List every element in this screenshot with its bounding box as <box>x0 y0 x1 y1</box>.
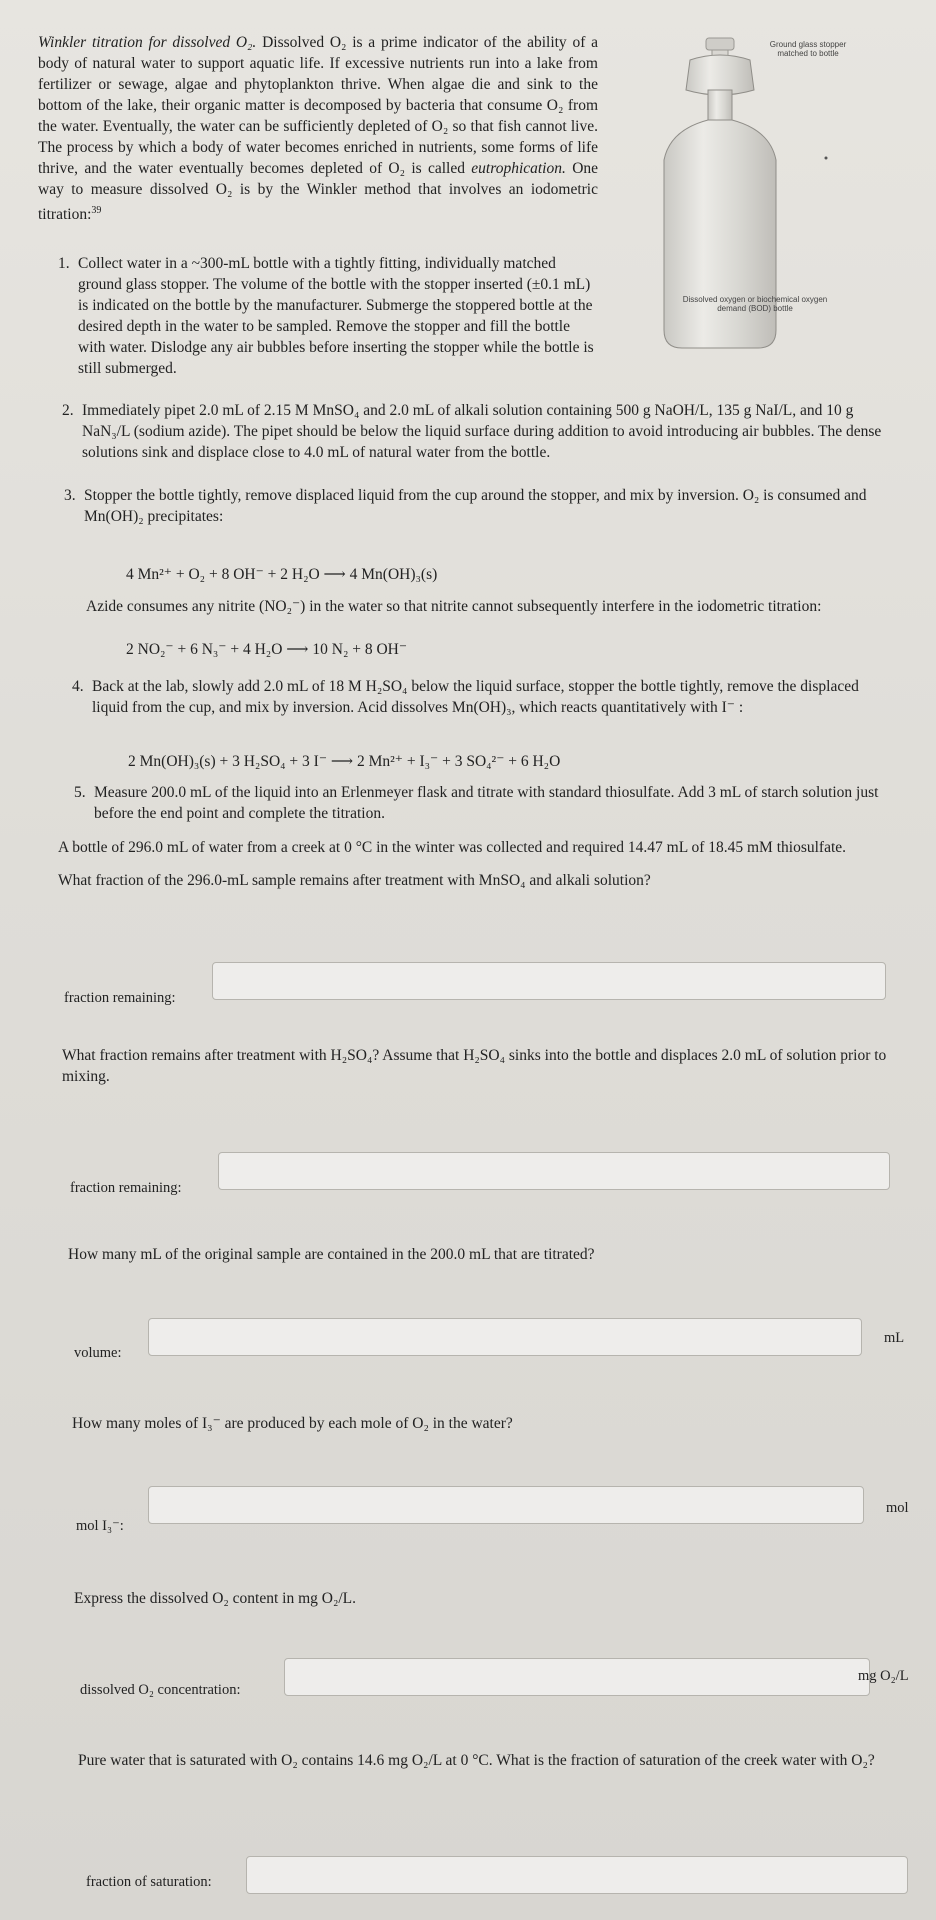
step-number: 1. <box>58 255 70 272</box>
step-2 <box>62 400 902 463</box>
question-2-prompt: What fraction remains after treatment with H₂SO₄? Assume that H₂SO₄ sinks into the bottle and displaces 2.0 mL of solution prior to mixing. <box>62 1047 887 1085</box>
question-6-label: fraction of saturation: <box>86 1874 212 1890</box>
question-5-prompt: Express the dissolved O₂ content in mg O₂/L. <box>74 1590 357 1607</box>
problem-statement: A bottle of 296.0 mL of water from a creek at 0 °C in the winter was collected and required 14.47 mL of 18.45 mM thiosulfate. <box>58 839 847 856</box>
step-text: Back at the lab, slowly add 2.0 mL of 18 M H₂SO₄ below the liquid surface, stopper the bottle tightly, remove the displaced liquid from the cup, and mix by inversion. Acid dissolves Mn(OH)₃, which reacts quantitatively with I⁻ : <box>92 678 859 716</box>
question-3-label: volume: <box>74 1345 122 1361</box>
intro-title: Winkler titration for dissolved O₂. <box>38 34 257 51</box>
equation-3: 2 Mn(OH)₃(s) + 3 H₂SO₄ + 3 I⁻ ⟶ 2 Mn²⁺ + I₃⁻ + 3 SO₄²⁻ + 6 H₂O <box>128 753 561 770</box>
step-text: Measure 200.0 mL of the liquid into an Erlenmeyer flask and titrate with standard thiosulfate. Add 3 mL of starch solution just before the end point and complete the titration. <box>94 784 879 822</box>
step-text: Stopper the bottle tightly, remove displaced liquid from the cup around the stopper, and mix by inversion. O₂ is consumed and Mn(OH)₂ precipitates: <box>84 487 867 525</box>
step-number: 5. <box>74 784 86 801</box>
concentration-unit: mg O₂/L <box>858 1668 909 1684</box>
question-4-label: mol I₃⁻: <box>76 1518 124 1534</box>
intro-text: Dissolved O₂ is a prime indicator of the ability of a body of natural water to support aquatic life. If excessive nutrients run into a lake from fertilizer or sewage, algae and phytoplankton thrive. When algae die and sink to the bottom of the lake, their organic matter is decomposed by bacteria that consume O₂ from the water. Eventually, the water can be sufficiently depleted of O₂ so that fish cannot live. The process by which a body of water becomes enriched in nutrients, some forms of life thrive, and the water eventually becomes depleted of O₂ is called <box>38 34 598 177</box>
intro-term: eutrophication. <box>471 160 566 177</box>
step-text: Collect water in a ~300-mL bottle with a tightly fitting, individually matched ground glass stopper. The volume of the bottle with the stopper inserted (±0.1 mL) is indicated on the bottle by the manufacturer. Submerge the stoppered bottle at the desired depth in the water to be sampled. Remove the stopper and fill the bottle with water. Dislodge any air bubbles before inserting the stopper while the bottle is still submerged. <box>78 255 594 377</box>
question-3-prompt: How many mL of the original sample are contained in the 200.0 mL that are titrated? <box>68 1246 595 1263</box>
azide-note: Azide consumes any nitrite (NO₂⁻) in the water so that nitrite cannot subsequently interfere in the iodometric titration: <box>86 598 822 615</box>
fraction-saturation-input[interactable] <box>246 1856 908 1894</box>
volume-input[interactable] <box>148 1318 862 1356</box>
bottle-label: Dissolved oxygen or biochemical oxygen demand (BOD) bottle <box>682 295 828 313</box>
volume-unit: mL <box>884 1330 905 1346</box>
stopper-label: Ground glass stopper matched to bottle <box>769 40 847 58</box>
question-6-prompt: Pure water that is saturated with O₂ contains 14.6 mg O₂/L at 0 °C. What is the fraction of saturation of the creek water with O₂? <box>78 1752 875 1769</box>
equation-2: 2 NO₂⁻ + 6 N₃⁻ + 4 H₂O ⟶ 10 N₂ + 8 OH⁻ <box>126 641 408 658</box>
fraction-remaining-input-1[interactable] <box>212 962 886 1000</box>
question-1-label: fraction remaining: <box>64 990 176 1006</box>
step-number: 4. <box>72 678 84 695</box>
question-1-prompt: What fraction of the 296.0-mL sample remains after treatment with MnSO₄ and alkali solution? <box>58 872 651 889</box>
equation-1: 4 Mn²⁺ + O₂ + 8 OH⁻ + 2 H₂O ⟶ 4 Mn(OH)₃(s) <box>126 566 438 583</box>
question-4-prompt: How many moles of I₃⁻ are produced by each mole of O₂ in the water? <box>72 1415 513 1432</box>
dissolved-o2-input[interactable] <box>284 1658 870 1696</box>
step-4 <box>72 676 892 718</box>
step-text: Immediately pipet 2.0 mL of 2.15 M MnSO₄ and 2.0 mL of alkali solution containing 500 g NaOH/L, 135 g NaI/L, and 10 g NaN₃/L (sodium azide). The pipet should be below the liquid surface during addition to avoid introducing air bubbles. The dense solutions sink and displace close to 4.0 mL of natural water from the bottle. <box>82 402 882 461</box>
step-1 <box>58 253 598 379</box>
step-number: 3. <box>64 487 76 504</box>
step-number: 2. <box>62 402 74 419</box>
intro-text2: One way to measure dissolved O₂ is by the Winkler method that involves an iodometric titration: <box>38 160 599 223</box>
question-5-label: dissolved O₂ concentration: <box>80 1682 241 1698</box>
bod-bottle-figure <box>650 30 870 360</box>
mol-unit: mol <box>886 1500 909 1516</box>
question-2-label: fraction remaining: <box>70 1180 182 1196</box>
step-3 <box>64 485 904 527</box>
intro-ref: 39 <box>91 205 102 216</box>
mol-i3-input[interactable] <box>148 1486 864 1524</box>
fraction-remaining-input-2[interactable] <box>218 1152 890 1190</box>
intro-paragraph <box>38 32 598 225</box>
step-5 <box>74 782 894 824</box>
